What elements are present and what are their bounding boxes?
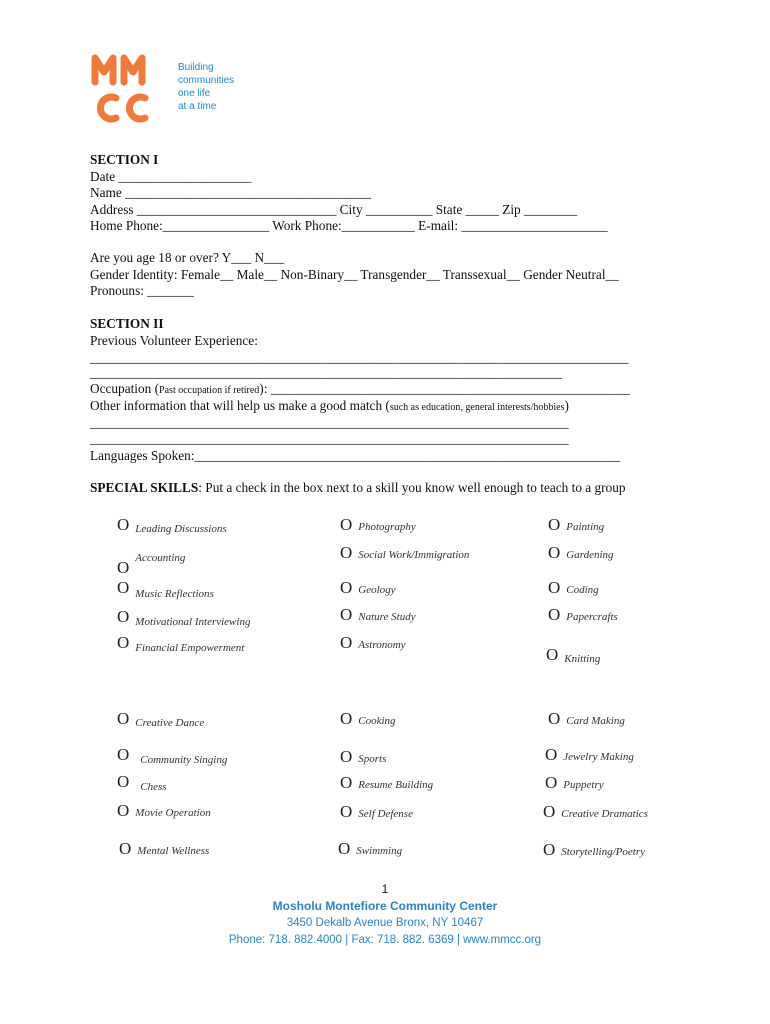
skill-option[interactable]: [543, 802, 648, 822]
skill-label: Nature Study: [358, 611, 416, 623]
mmcc-logo: [90, 48, 250, 128]
checkbox-circle[interactable]: O: [543, 802, 556, 821]
checkbox-circle[interactable]: O: [117, 772, 130, 791]
skill-label: Painting: [566, 521, 605, 533]
checkbox-circle[interactable]: O: [545, 745, 558, 764]
occupation-blank[interactable]: ): ______________________________________________________: [259, 381, 630, 396]
skill-label: Social Work/Immigration: [358, 549, 470, 561]
previous-volunteer-label: Previous Volunteer Experience:: [90, 333, 258, 348]
checkbox-circle[interactable]: O: [117, 607, 130, 626]
address-field[interactable]: Address ______________________________ City __________ State _____ Zip ________: [90, 202, 578, 217]
checkbox-circle[interactable]: O: [340, 633, 353, 652]
skill-option[interactable]: [340, 747, 386, 767]
phone-email-field[interactable]: Home Phone:________________ Work Phone:___________ E-mail: ______________________: [90, 218, 608, 233]
checkbox-circle[interactable]: O: [548, 578, 561, 597]
checkbox-circle[interactable]: O: [340, 578, 353, 597]
footer-org-name: Mosholu Montefiore Community Center: [272, 899, 498, 913]
checkbox-circle[interactable]: O: [117, 709, 130, 728]
tagline-line: at a time: [178, 101, 217, 112]
skill-option[interactable]: [545, 773, 604, 793]
skill-option[interactable]: [340, 773, 433, 793]
skill-label: Leading Discussions: [135, 523, 227, 535]
skill-option[interactable]: [340, 709, 396, 729]
checkbox-circle[interactable]: O: [340, 605, 353, 624]
skill-label: Creative Dance: [135, 717, 205, 729]
skill-option[interactable]: [543, 840, 645, 860]
skill-option[interactable]: [117, 552, 185, 578]
skill-label: Creative Dramatics: [561, 808, 648, 820]
pronouns-field[interactable]: Pronouns: _______: [90, 283, 194, 298]
logo-tagline: [178, 61, 234, 113]
skill-label: Storytelling/Poetry: [561, 846, 645, 858]
checkbox-circle[interactable]: O: [340, 543, 353, 562]
checkbox-circle[interactable]: O: [548, 515, 561, 534]
checkbox-circle[interactable]: O: [117, 633, 130, 652]
checkbox-circle[interactable]: O: [117, 745, 130, 764]
previous-volunteer-line[interactable]: _________________________________________________________________________________: [90, 350, 629, 365]
checkbox-circle[interactable]: O: [545, 773, 558, 792]
skill-label: Coding: [566, 584, 599, 596]
skill-option[interactable]: [340, 578, 396, 598]
occupation-label: Occupation (: [90, 381, 160, 396]
other-info-close: ): [564, 398, 569, 413]
skill-label: Cooking: [358, 715, 396, 727]
skill-label: Card Making: [566, 715, 625, 727]
checkbox-circle[interactable]: O: [338, 839, 351, 858]
occupation-field[interactable]: [90, 381, 630, 397]
skill-label: Financial Empowerment: [135, 642, 245, 654]
checkbox-circle[interactable]: O: [543, 840, 556, 859]
skill-option[interactable]: [117, 578, 214, 600]
footer-address: 3450 Dekalb Avenue Bronx, NY 10467: [286, 917, 484, 929]
page-number: 1: [381, 882, 389, 896]
gender-identity-field[interactable]: Gender Identity: Female__ Male__ Non-Binary__ Transgender__ Transsexual__ Gender Neutral__: [90, 267, 619, 282]
skill-option[interactable]: [117, 633, 244, 654]
skill-label: Papercrafts: [566, 611, 618, 623]
checkbox-circle[interactable]: O: [117, 515, 130, 534]
checkbox-circle[interactable]: O: [548, 605, 561, 624]
checkbox-circle[interactable]: O: [117, 558, 130, 577]
tagline-line: communities: [178, 75, 235, 86]
skill-label: Chess: [140, 781, 167, 793]
skill-label: Self Defense: [358, 808, 413, 820]
tagline-line: Building: [178, 62, 214, 73]
skill-option[interactable]: [117, 772, 167, 793]
checkbox-circle[interactable]: O: [340, 709, 353, 728]
skill-option[interactable]: [340, 605, 416, 625]
name-field[interactable]: Name _____________________________________: [90, 185, 372, 200]
checkbox-circle[interactable]: O: [340, 802, 353, 821]
skill-option[interactable]: [117, 745, 227, 766]
special-skills-title: SPECIAL SKILLS: [90, 480, 199, 495]
skill-option[interactable]: [340, 515, 416, 535]
other-info-line[interactable]: ________________________________________________________________________: [90, 431, 569, 446]
checkbox-circle[interactable]: O: [340, 773, 353, 792]
skill-label: Puppetry: [563, 779, 604, 791]
skill-label: Swimming: [356, 845, 403, 857]
skill-label: Motivational Interviewing: [135, 616, 251, 628]
skill-option[interactable]: [545, 745, 634, 765]
tagline-line: one life: [178, 88, 211, 99]
skill-label: Resume Building: [358, 779, 434, 791]
checkbox-circle[interactable]: O: [340, 515, 353, 534]
other-info-label: [90, 398, 569, 414]
skill-option[interactable]: [340, 633, 406, 653]
skill-label: Mental Wellness: [137, 845, 210, 857]
occupation-note: Past occupation if retired: [159, 385, 260, 396]
checkbox-circle[interactable]: O: [548, 543, 561, 562]
checkbox-circle[interactable]: O: [548, 709, 561, 728]
skill-label: Astronomy: [358, 639, 406, 651]
skill-label: Community Singing: [140, 754, 228, 766]
skill-option[interactable]: [548, 578, 599, 598]
special-skills-text: : Put a check in the box next to a skill you know well enough to teach to a group: [198, 480, 626, 495]
skill-option[interactable]: [117, 515, 227, 535]
skill-label: Sports: [358, 753, 387, 765]
age-question[interactable]: Are you age 18 or over? Y___ N___: [90, 250, 285, 265]
skill-option[interactable]: [548, 605, 618, 625]
checkbox-circle[interactable]: O: [117, 801, 130, 820]
other-info-line[interactable]: ________________________________________________________________________: [90, 415, 569, 430]
skill-label: Jewelry Making: [563, 751, 634, 763]
skill-option[interactable]: [340, 543, 469, 563]
special-skills-instruction: [90, 480, 626, 496]
previous-volunteer-line[interactable]: _______________________________________________________________________: [90, 365, 563, 380]
skill-option[interactable]: [548, 515, 604, 535]
skill-option[interactable]: [117, 801, 211, 821]
skill-label: Geology: [358, 584, 396, 596]
checkbox-circle[interactable]: O: [546, 645, 559, 664]
skill-label: Accounting: [135, 552, 186, 564]
skill-label: Knitting: [564, 653, 601, 665]
skill-option[interactable]: [546, 645, 600, 665]
other-info-text: Other information that will help us make a good match (: [90, 398, 390, 413]
skill-label: Gardening: [566, 549, 614, 561]
skill-option[interactable]: [340, 802, 413, 822]
skill-label: Photography: [358, 521, 416, 533]
mmcc-logo-mark: [90, 48, 170, 128]
skill-label: Movie Operation: [135, 807, 211, 819]
skill-option[interactable]: [119, 839, 209, 859]
checkbox-circle[interactable]: O: [117, 578, 130, 597]
footer-contact: Phone: 718. 882.4000 | Fax: 718. 882. 6369 | www.mmcc.org: [228, 934, 542, 946]
section-2-title: SECTION II: [90, 316, 164, 331]
skill-label: Music Reflections: [135, 588, 214, 600]
skill-option[interactable]: [548, 709, 625, 729]
skill-option[interactable]: [338, 839, 402, 859]
languages-spoken-field[interactable]: Languages Spoken:________________________________________________________________: [90, 448, 621, 463]
section-1-title: SECTION I: [90, 152, 159, 167]
skill-option[interactable]: [117, 709, 204, 729]
checkbox-circle[interactable]: O: [340, 747, 353, 766]
date-field[interactable]: Date ____________________: [90, 169, 252, 184]
skill-option[interactable]: [548, 543, 614, 563]
other-info-note: such as education, general interests/hobbies: [389, 402, 565, 413]
checkbox-circle[interactable]: O: [119, 839, 132, 858]
skill-option[interactable]: [117, 607, 250, 628]
